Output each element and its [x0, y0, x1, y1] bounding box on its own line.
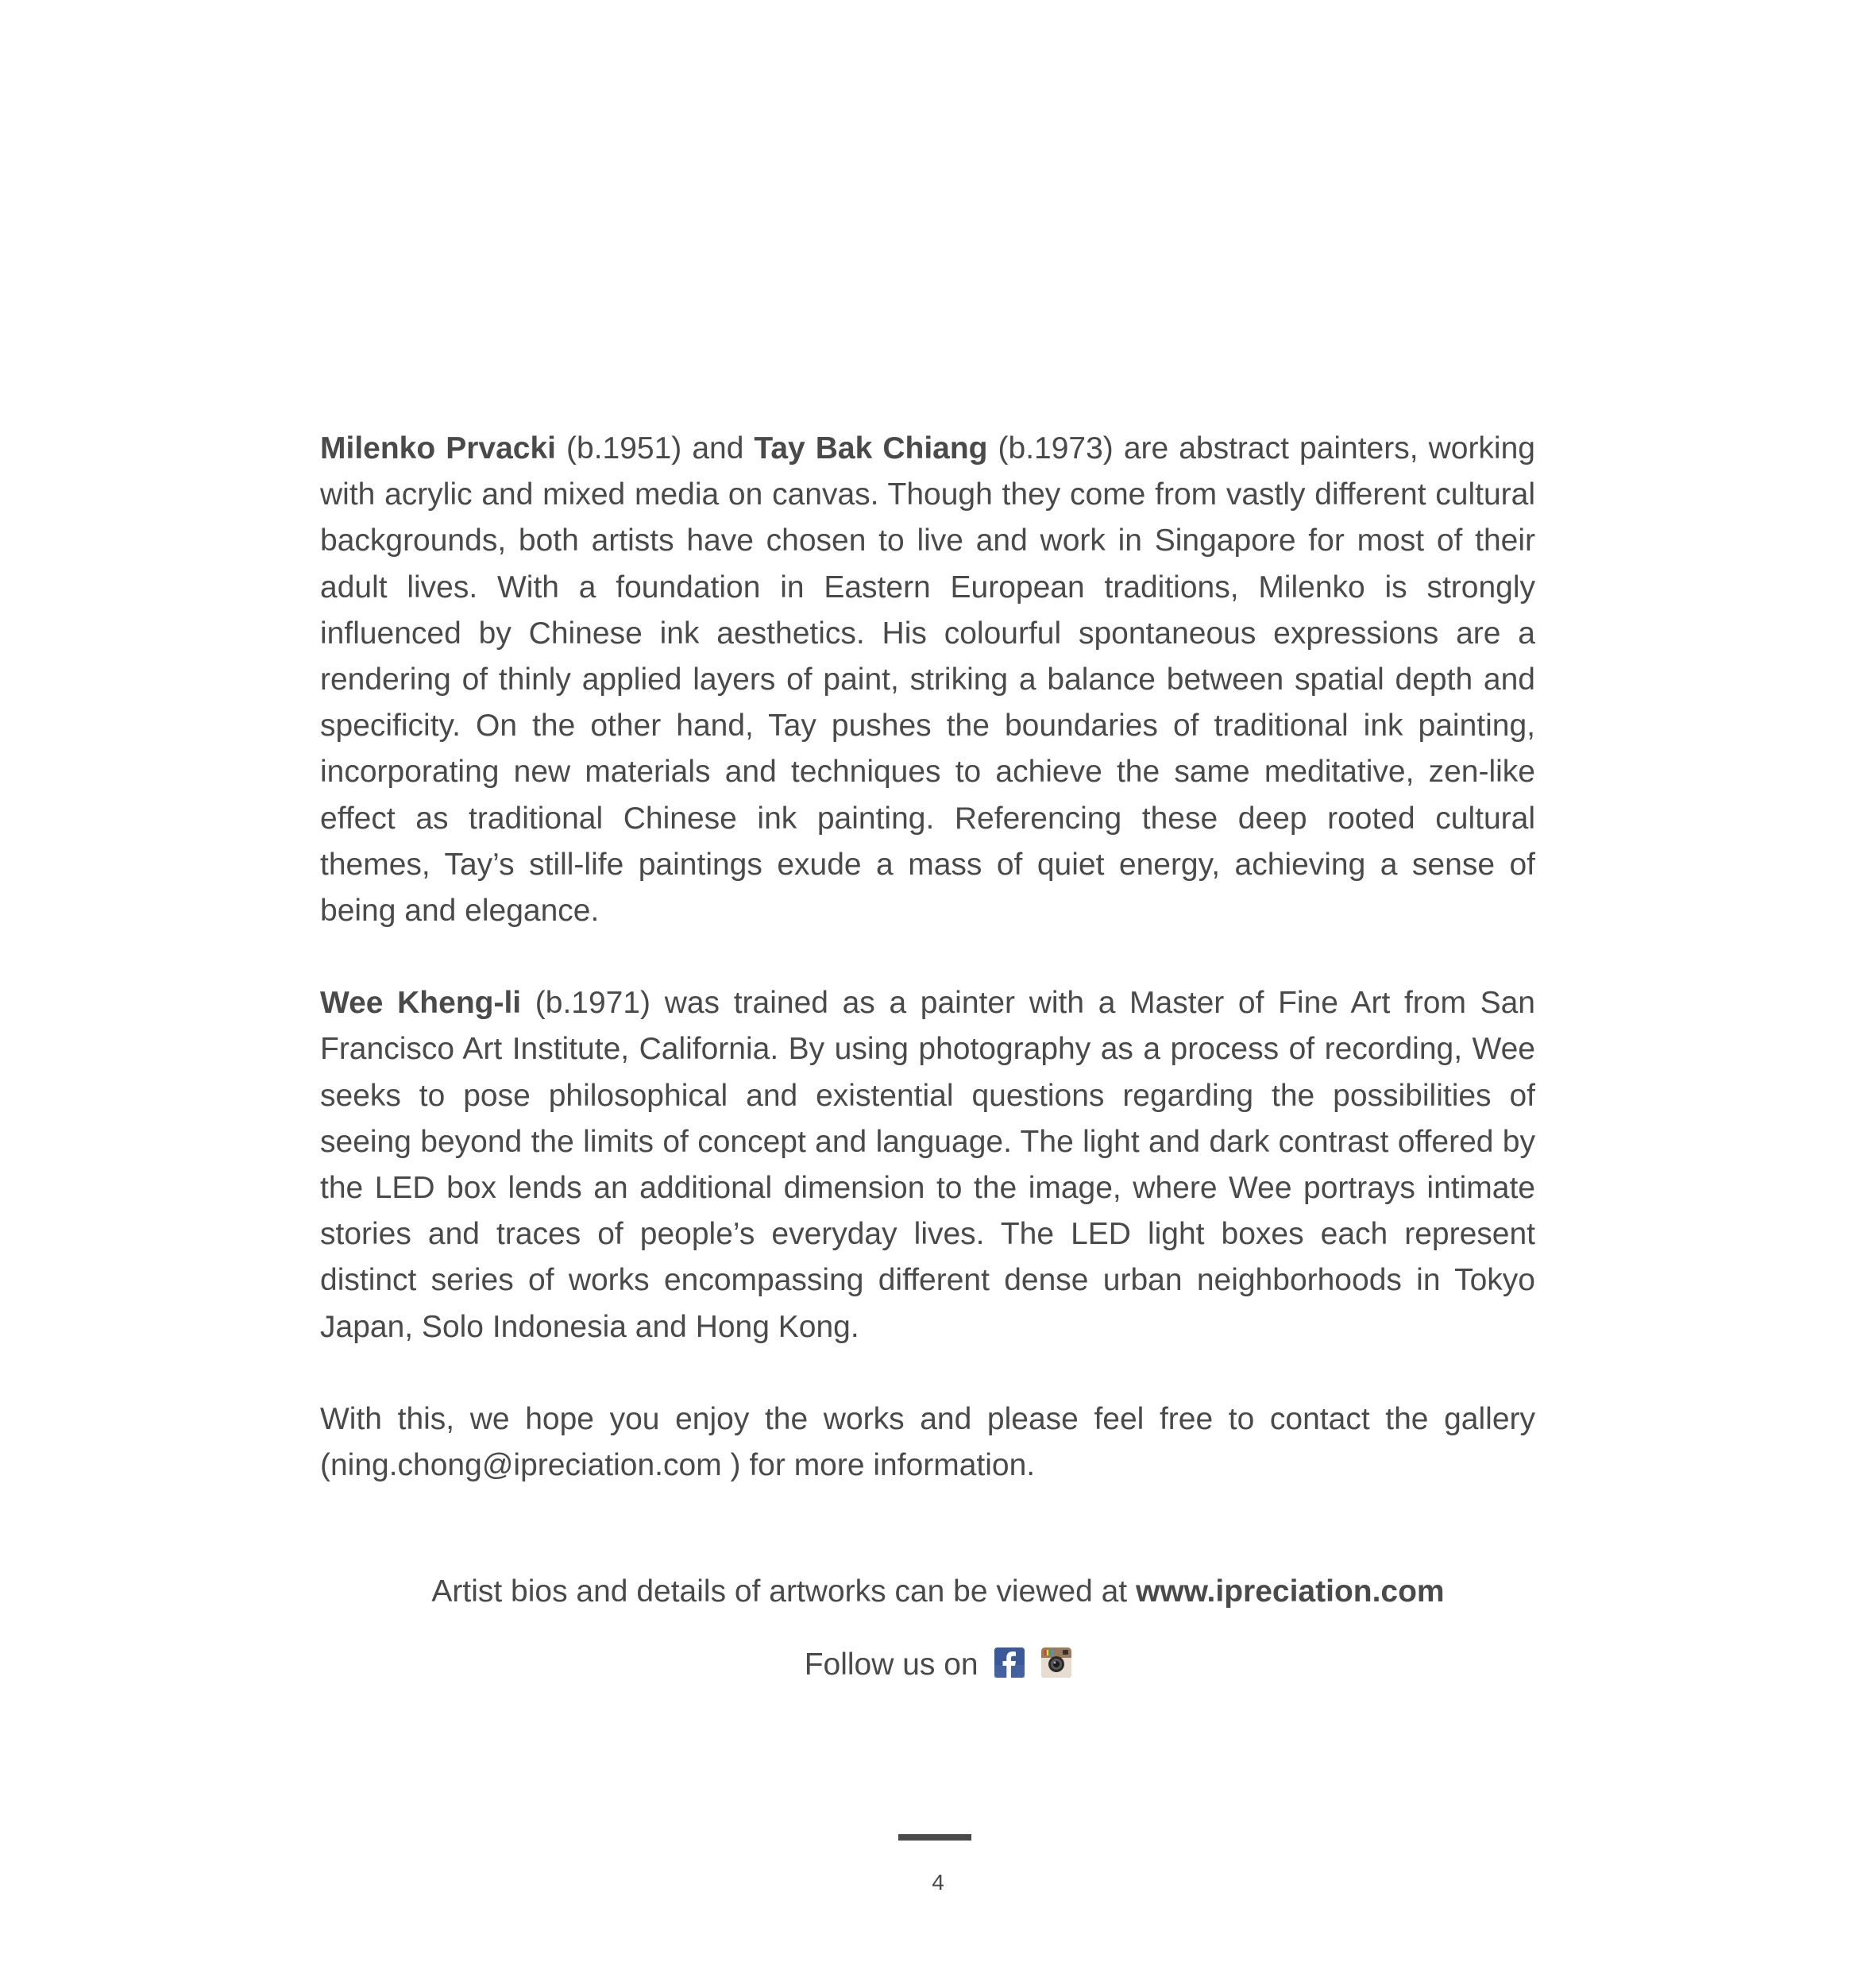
body-text	[320, 426, 1535, 1535]
artist-name-wee: Wee Kheng-li	[320, 986, 522, 1021]
page-number: 4	[932, 1870, 944, 1895]
page-divider	[898, 1834, 971, 1841]
paragraph-text: (b.1973) are abstract painters, working with acrylic and mixed media on canvas. Though they come from vastly different cultural backgrounds, both artists have chosen to live and work in Singapore for most of their adult lives. With a foundation in Eastern European traditions, Milenko is strongly influenced by Chinese ink aesthetics. His colourful spontaneous expressions are a rendering of thinly applied layers of paint, striking a balance between spatial depth and specificity. On the other hand, Tay pushes the boundaries of traditional ink painting, incorporating new materials and techniques to achieve the same meditative, zen-like effect as traditional Chinese ink painting. Referencing these deep rooted cultural themes, Tay’s still-life paintings exude a mass of quiet energy, achieving a sense of being and elegance.	[320, 431, 1535, 929]
paragraph-text: (b.1971) was trained as a painter with a Master of Fine Art from San Francisco Art Institute, California. By using photography as a process of recording, Wee seeks to pose philosophical and existential questions regarding the possibilities of seeing beyond the limits of concept and language. The light and dark contrast offered by the LED box lends an additional dimension to the image, where Wee portrays intimate stories and traces of people’s everyday lives. The LED light boxes each represent distinct series of works encompassing different dense urban neighborhoods in Tokyo Japan, Solo Indonesia and Hong Kong.	[320, 986, 1535, 1344]
facebook-icon[interactable]	[994, 1647, 1025, 1678]
bios-line	[0, 1569, 1876, 1615]
paragraph-text: With this, we hope you enjoy the works and please feel free to contact the gallery (ning.chong@ipreciation.com ) for more information.	[320, 1401, 1535, 1483]
paragraph-text: (b.1951) and	[556, 431, 755, 465]
artist-name-tay: Tay Bak Chiang	[754, 431, 988, 465]
website-link[interactable]: www.ipreciation.com	[1135, 1574, 1445, 1609]
paragraph-contact	[320, 1396, 1535, 1489]
bios-text: Artist bios and details of artworks can be viewed at	[431, 1574, 1136, 1609]
instagram-icon[interactable]	[1041, 1647, 1071, 1678]
paragraph-painters	[320, 426, 1535, 934]
artist-name-milenko: Milenko Prvacki	[320, 431, 556, 465]
paragraph-photographer	[320, 980, 1535, 1350]
follow-text: Follow us on	[804, 1647, 979, 1682]
follow-line	[0, 1642, 1876, 1688]
